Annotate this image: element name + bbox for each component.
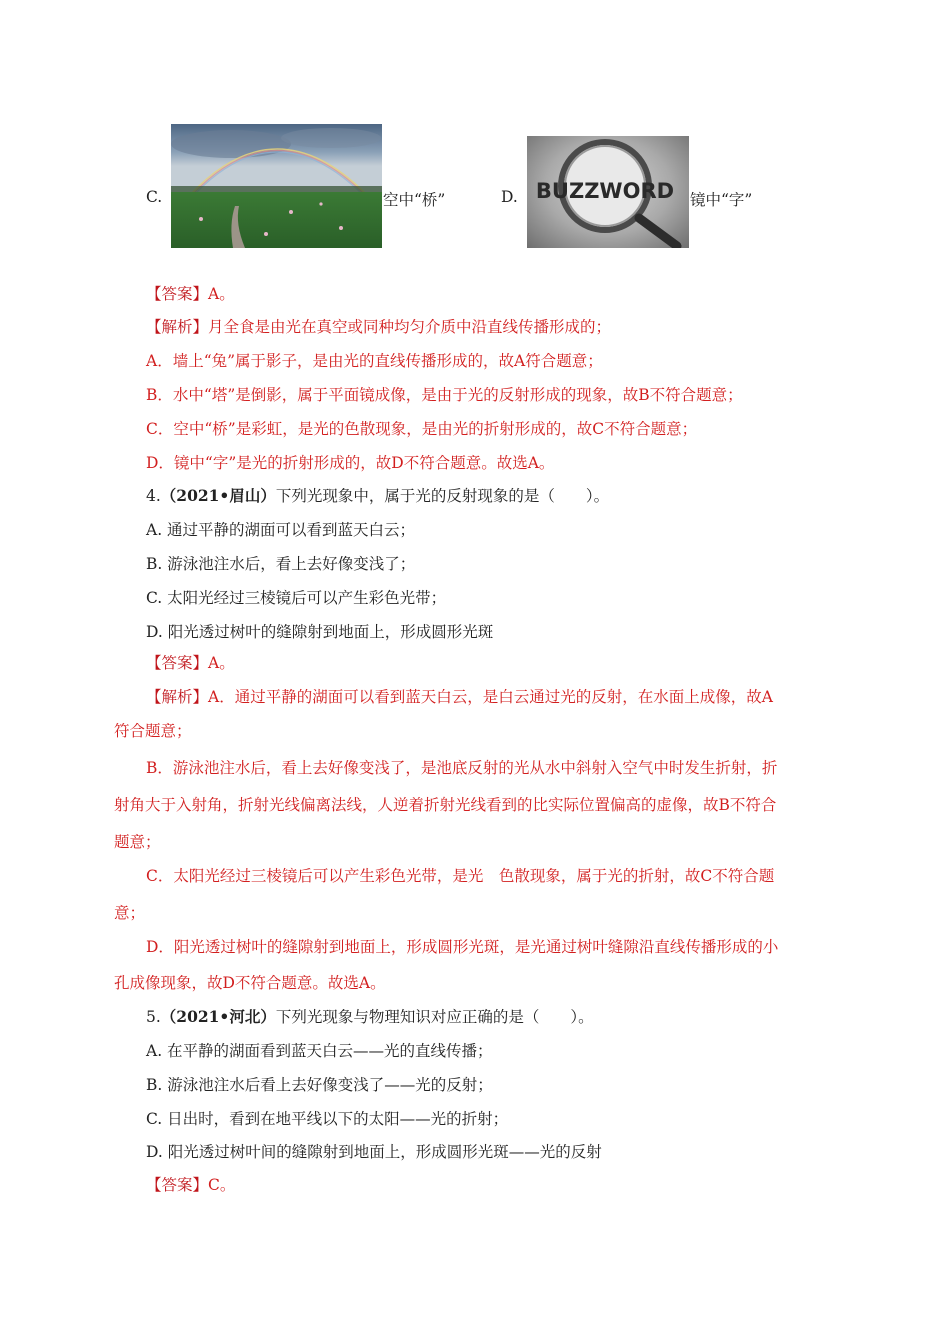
q4-option: A. 通过平静的湖面可以看到蓝天白云； [146, 521, 416, 539]
q4-option: C. 太阳光经过三棱镜后可以产生彩色光带； [146, 589, 447, 607]
q4-option: B. 游泳池注水后，看上去好像变浅了； [146, 555, 416, 573]
q5-option: D. 阳光透过树叶间的缝隙射到地面上，形成圆形光斑——光的反射 [146, 1143, 602, 1161]
q3-analysis-line: B．水中“塔”是倒影，属于平面镜成像，是由于光的反射形成的现象，故B不符合题意； [146, 386, 743, 404]
q3-answer: 【答案】A。 [146, 285, 235, 303]
q4-analysis-line: 意； [114, 904, 146, 922]
q5-answer: 【答案】C。 [146, 1176, 236, 1194]
q4-answer: 【答案】A。 [146, 654, 235, 672]
q3-analysis-line: D．镜中“字”是光的折射形成的，故D不符合题意。故选A。 [146, 454, 555, 472]
q3-analysis-intro: 【解析】月全食是由光在真空或同种均匀介质中沿直线传播形成的； [146, 318, 612, 336]
option-images-row [0, 124, 950, 248]
q4-analysis-line: 射角大于入射角，折射光线偏离法线，人逆着折射光线看到的比实际位置偏高的虚像，故B不符合 [114, 796, 777, 814]
q5-option: B. 游泳池注水后看上去好像变浅了——光的反射； [146, 1076, 493, 1094]
q3-analysis-line: C．空中“桥”是彩虹，是光的色散现象，是由光的折射形成的，故C不符合题意； [146, 420, 698, 438]
magnifier-illustration [527, 136, 689, 248]
q4-analysis-line: 符合题意； [114, 722, 192, 740]
q4-analysis-line: D．阳光透过树叶的缝隙射到地面上，形成圆形光斑，是光通过树叶缝隙沿直线传播形成的小 [146, 938, 779, 956]
magnifier-photo [527, 136, 689, 248]
option-c-letter: C. [146, 188, 163, 206]
q4-analysis-line: 题意； [114, 833, 161, 851]
q5-option: A. 在平静的湖面看到蓝天白云——光的直线传播； [146, 1042, 493, 1060]
option-d-letter: D. [501, 188, 518, 206]
q4-option: D. 阳光透过树叶的缝隙射到地面上，形成圆形光斑 [146, 623, 494, 641]
rainbow-illustration [171, 124, 382, 248]
rainbow-photo [171, 124, 382, 248]
q5-option: C. 日出时，看到在地平线以下的太阳——光的折射； [146, 1110, 509, 1128]
q3-analysis-line: A．墙上“兔”属于影子，是由光的直线传播形成的，故A符合题意； [146, 352, 603, 370]
q4-analysis-line: C．太阳光经过三棱镜后可以产生彩色光带，是光 色散现象，属于光的折射，故C不符合题 [146, 867, 775, 885]
q4-analysis-line: 【解析】A．通过平静的湖面可以看到蓝天白云，是白云通过光的反射，在水面上成像，故A [146, 688, 773, 706]
magnifier-word: BUZZWORD [535, 179, 675, 203]
q5-stem: 5.（2021•河北）下列光现象与物理知识对应正确的是（ ）。 [146, 1007, 594, 1026]
q4-analysis-line: B．游泳池注水后，看上去好像变浅了，是池底反射的光从水中斜射入空气中时发生折射，折 [146, 759, 778, 777]
option-d-caption: 镜中“字” [690, 191, 753, 209]
option-c-caption: 空中“桥” [383, 191, 446, 209]
q4-analysis-line: 孔成像现象，故D不符合题意。故选A。 [114, 974, 386, 992]
q4-stem: 4.（2021•眉山）下列光现象中，属于光的反射现象的是（ ）。 [146, 486, 610, 505]
